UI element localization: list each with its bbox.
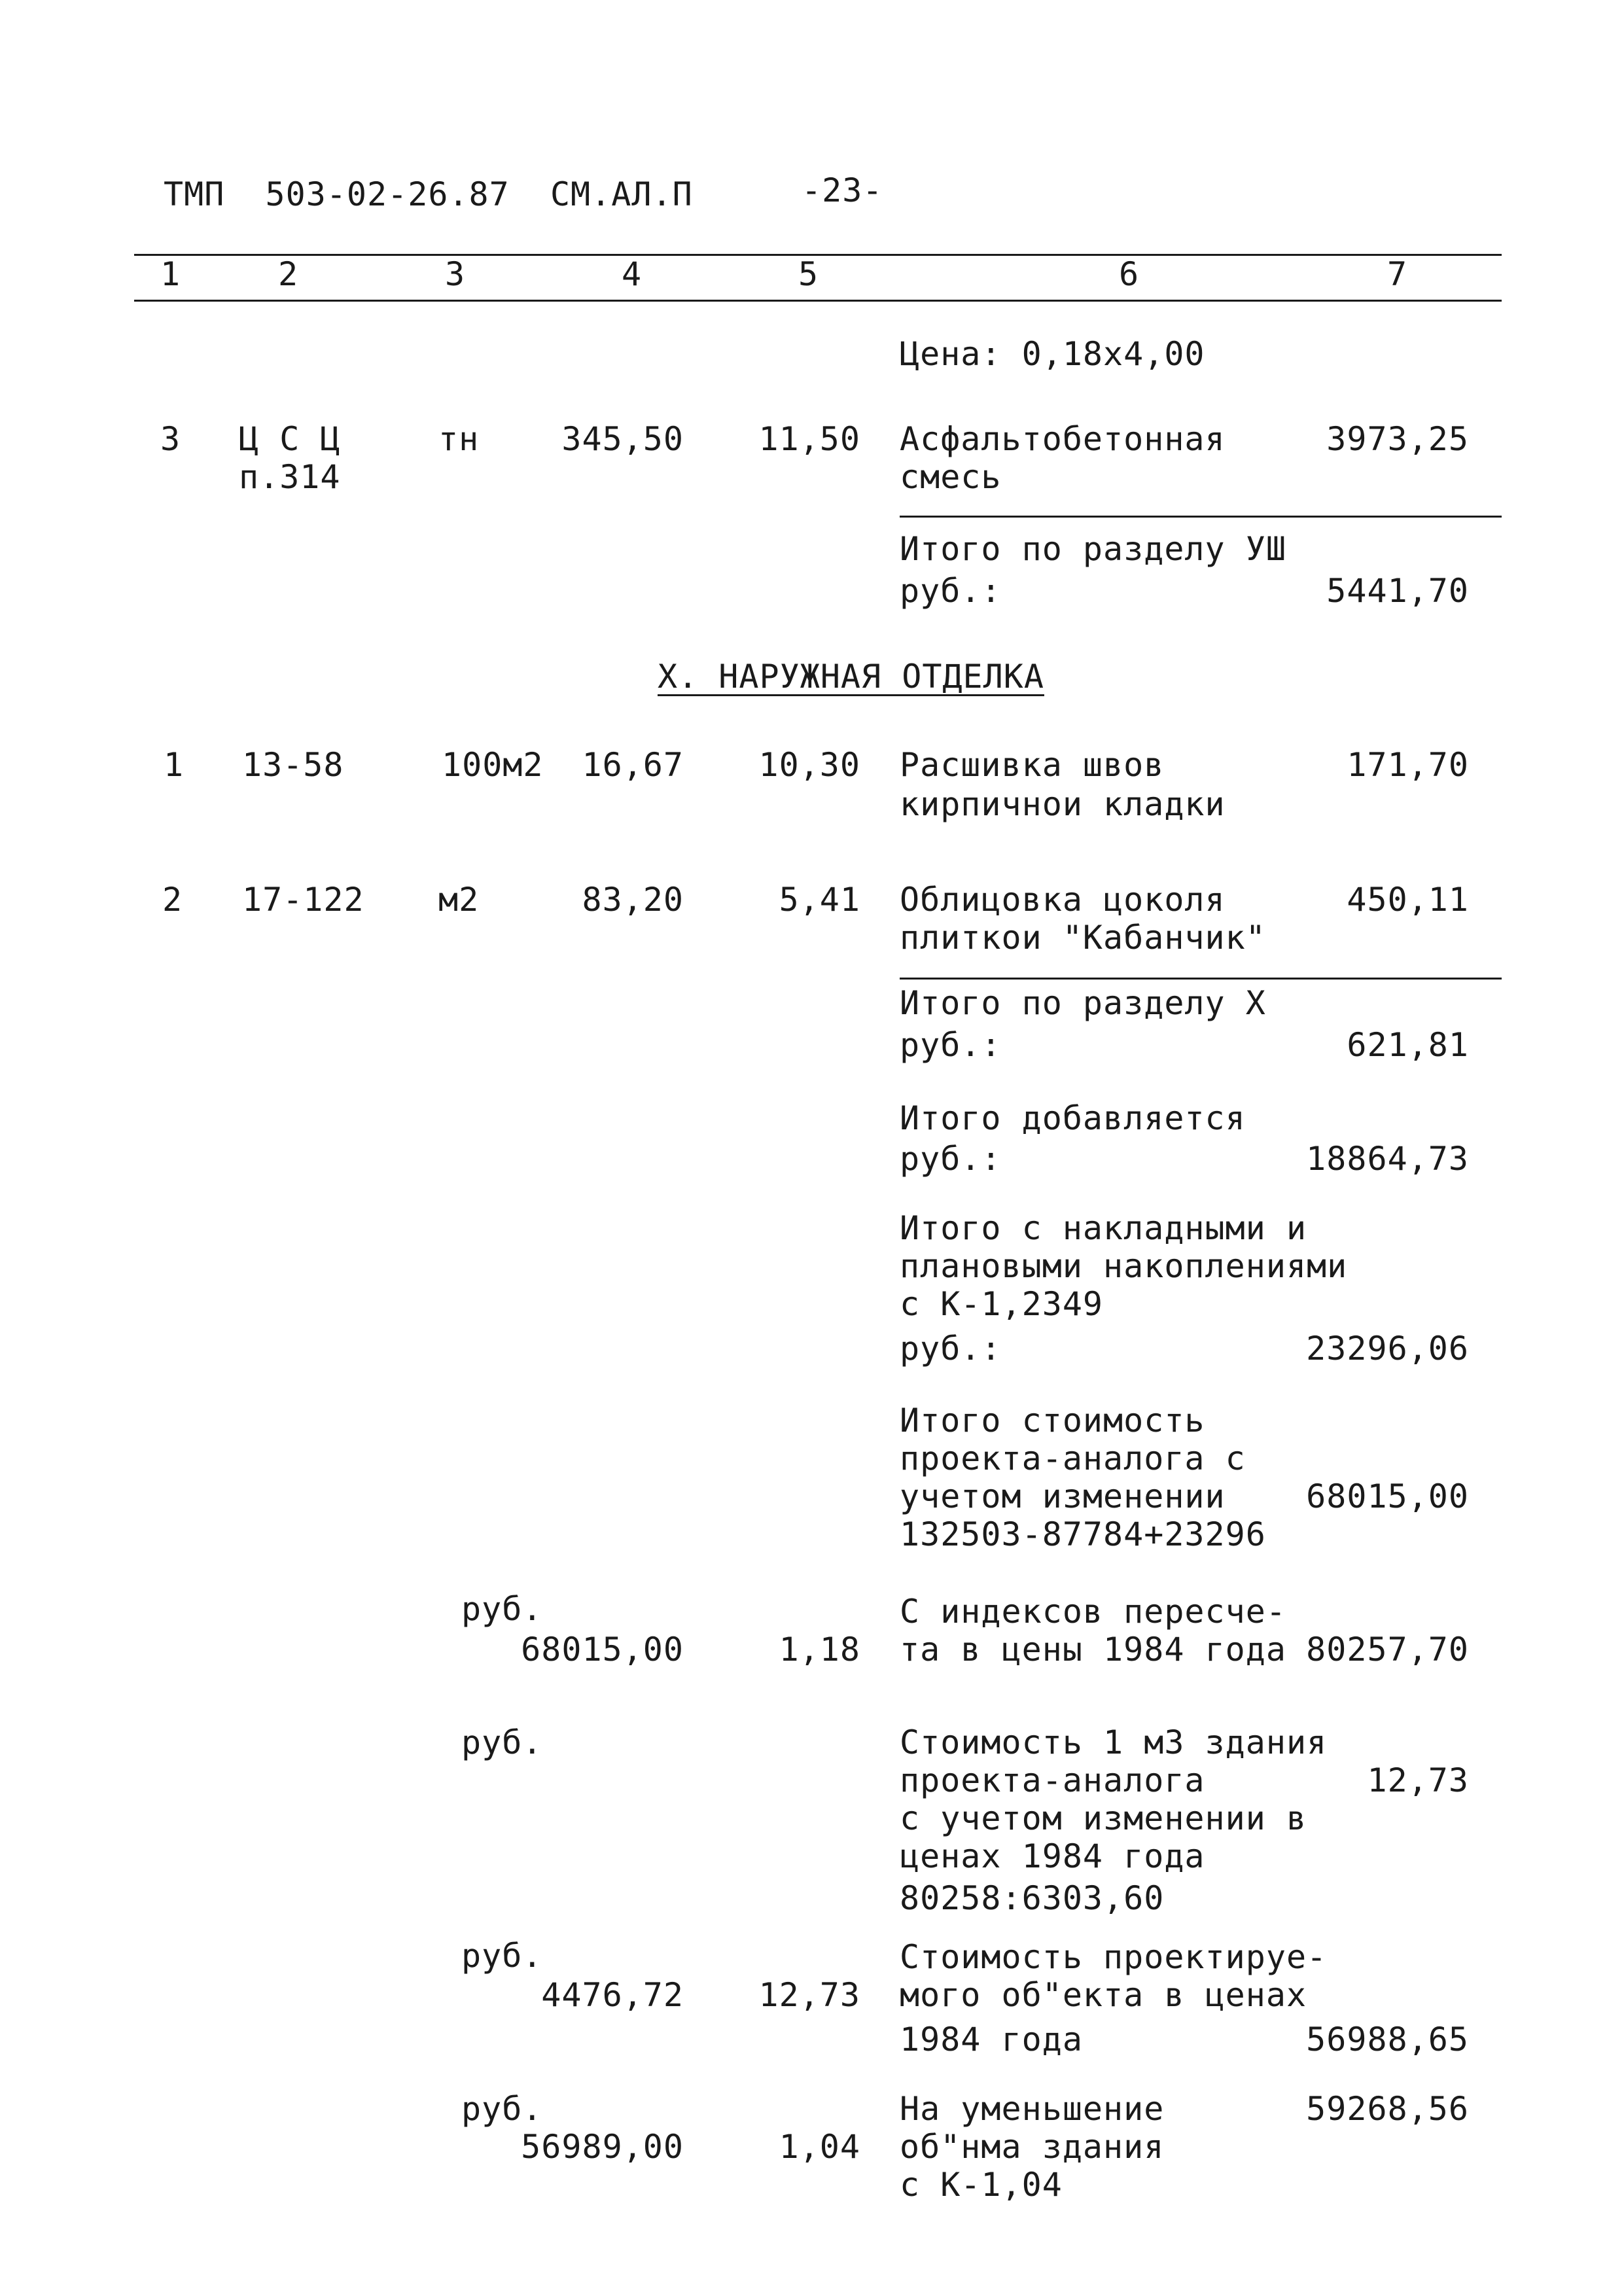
- col-header-7: 7: [1386, 255, 1407, 293]
- total-label: проекта-аналога с: [900, 1439, 1246, 1477]
- row-total: 3973,25: [1326, 420, 1469, 458]
- row-price: 5,41: [779, 881, 860, 919]
- row-description: смесь: [900, 458, 1002, 496]
- calc-description: На уменьшение: [900, 2090, 1165, 2128]
- total-label: Итого стоимость: [900, 1402, 1205, 1439]
- row-code: 13-58: [242, 746, 344, 784]
- subtotal-rule: [900, 516, 1502, 518]
- calc-description: мого об"екта в ценах: [900, 1976, 1307, 2014]
- total-label: руб.:: [900, 1140, 1002, 1178]
- row-description: кирпичнои кладки: [900, 785, 1226, 823]
- total-label: с К-1,2349: [900, 1285, 1104, 1323]
- calc-description: с К-1,04: [900, 2166, 1063, 2204]
- row-unit: тн: [438, 420, 480, 458]
- calc-result: 59268,56: [1306, 2090, 1469, 2128]
- section-title: Х. НАРУЖНАЯ ОТДЕЛКА: [658, 658, 1044, 696]
- calc-description: 1984 года: [900, 2021, 1083, 2058]
- row-total: 171,70: [1347, 746, 1469, 784]
- calc-coefficient: 1,18: [779, 1631, 860, 1669]
- calc-coefficient: 1,04: [779, 2128, 860, 2166]
- calc-quantity: 56989,00: [521, 2128, 684, 2166]
- calc-unit: руб.: [461, 2090, 543, 2128]
- subtotal-rule: [900, 978, 1502, 980]
- row-price: 10,30: [758, 746, 860, 784]
- calc-description: проекта-аналога: [900, 1761, 1205, 1799]
- row-code: 17-122: [242, 881, 364, 919]
- calc-unit: руб.: [461, 1590, 543, 1628]
- row-code: Ц С Ц: [239, 420, 341, 458]
- calc-result: 56988,65: [1306, 2021, 1469, 2058]
- subtotal-value: 5441,70: [1326, 572, 1469, 610]
- subtotal-label: Итого по разделу УШ: [900, 530, 1286, 568]
- row-quantity: 345,50: [561, 420, 684, 458]
- row-unit: м2: [438, 881, 480, 919]
- table-header-rule: [134, 300, 1502, 302]
- col-header-2: 2: [277, 255, 298, 293]
- row-description: Асфальтобетонная: [900, 420, 1226, 458]
- row-description: Облицовка цоколя: [900, 881, 1226, 919]
- col-header-4: 4: [621, 255, 642, 293]
- calc-quantity: 4476,72: [541, 1976, 684, 2014]
- calc-result: 80257,70: [1306, 1631, 1469, 1669]
- calc-description: ценах 1984 года: [900, 1837, 1205, 1875]
- subtotal-label: руб.:: [900, 572, 1002, 610]
- total-label: Итого с накладными и: [900, 1209, 1307, 1247]
- calc-description: об"нма здания: [900, 2128, 1165, 2166]
- total-label: руб.:: [900, 1330, 1002, 1368]
- total-label: плановыми накоплениями: [900, 1247, 1348, 1285]
- row-number: 1: [164, 746, 185, 784]
- row-quantity: 83,20: [582, 881, 684, 919]
- calc-unit: руб.: [461, 1723, 543, 1761]
- calc-description: С индексов пересче-: [900, 1593, 1286, 1631]
- document-code: ТМП 503-02-26.87 СМ.АЛ.П: [164, 175, 693, 213]
- total-value: 23296,06: [1306, 1330, 1469, 1368]
- total-label: 132503-87784+23296: [900, 1515, 1266, 1553]
- calc-description: 80258:6303,60: [900, 1879, 1165, 1917]
- calc-unit: руб.: [461, 1937, 543, 1975]
- col-header-6: 6: [1118, 255, 1139, 293]
- total-value: 18864,73: [1306, 1140, 1469, 1178]
- row-description: плиткои "Кабанчик": [900, 919, 1266, 957]
- col-header-1: 1: [160, 255, 181, 293]
- calc-description: Стоимость 1 м3 здания: [900, 1723, 1328, 1761]
- price-note: Цена: 0,18х4,00: [900, 335, 1205, 373]
- total-label: Итого по разделу Х: [900, 984, 1266, 1022]
- calc-description: та в цены 1984 года: [900, 1631, 1286, 1669]
- row-unit: 100м2: [442, 746, 544, 784]
- calc-coefficient: 12,73: [758, 1976, 860, 2014]
- calc-description: с учетом изменении в: [900, 1799, 1307, 1837]
- row-price: 11,50: [758, 420, 860, 458]
- total-label: Итого добавляется: [900, 1099, 1246, 1137]
- row-quantity: 16,67: [582, 746, 684, 784]
- calc-quantity: 68015,00: [521, 1631, 684, 1669]
- page-number: -23-: [802, 171, 883, 209]
- col-header-3: 3: [444, 255, 465, 293]
- total-label: учетом изменении: [900, 1477, 1226, 1515]
- row-code: п.314: [239, 458, 341, 496]
- col-header-5: 5: [798, 255, 819, 293]
- row-number: 2: [162, 881, 183, 919]
- row-description: Расшивка швов: [900, 746, 1165, 784]
- row-total: 450,11: [1347, 881, 1469, 919]
- total-value: 68015,00: [1306, 1477, 1469, 1515]
- total-value: 621,81: [1347, 1026, 1469, 1064]
- total-label: руб.:: [900, 1026, 1002, 1064]
- calc-result: 12,73: [1367, 1761, 1469, 1799]
- calc-description: Стоимость проектируе-: [900, 1938, 1328, 1976]
- row-number: 3: [160, 420, 181, 458]
